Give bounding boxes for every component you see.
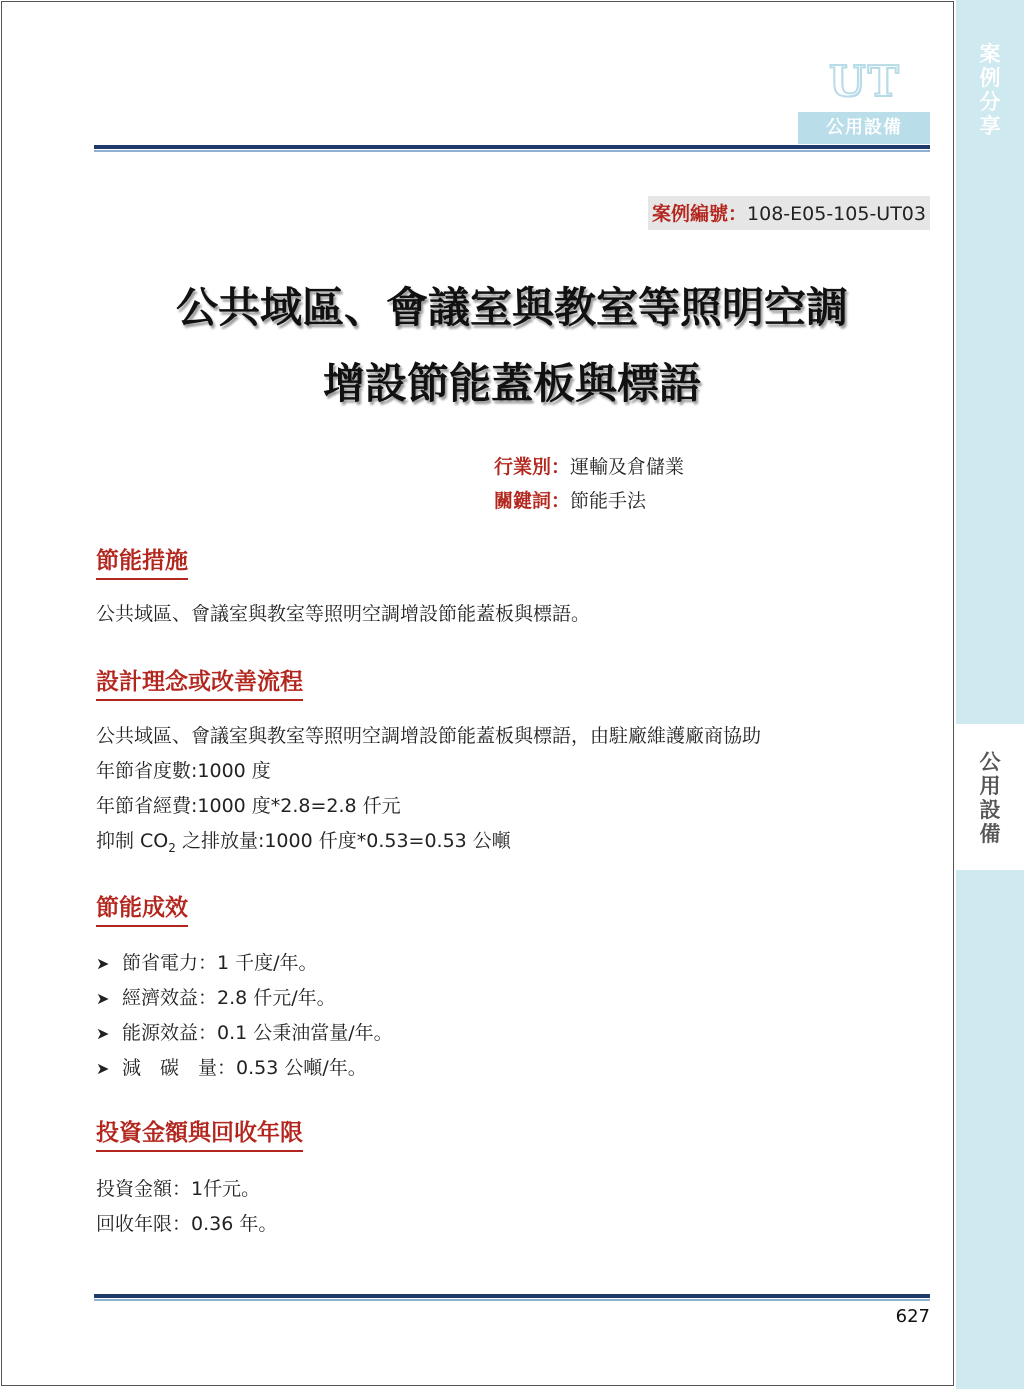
section-heading-measures: 節能措施 <box>96 546 188 580</box>
case-number-label: 案例編號： <box>652 203 748 225</box>
industry-row <box>494 450 684 484</box>
header-rule <box>94 145 930 152</box>
arrow-right-icon: ➤ <box>96 1059 110 1078</box>
arrow-right-icon: ➤ <box>96 1024 110 1043</box>
industry-label: 行業別： <box>494 456 571 478</box>
side-strip <box>956 0 1024 1389</box>
side-tab-char: 案 <box>979 42 1001 66</box>
side-tab-char: 分 <box>979 90 1001 114</box>
meta-block <box>494 450 684 518</box>
co2-subscript: 2 <box>168 840 176 855</box>
page-number: 627 <box>895 1306 930 1327</box>
industry-value: 運輸及倉儲業 <box>570 456 685 478</box>
co2-suffix: 之排放量:1000 仟度*0.53=0.53 公噸 <box>175 830 511 852</box>
case-number <box>648 196 930 230</box>
title-line-1: 公共域區、會議室與教室等照明空調 <box>175 283 848 332</box>
keyword-label: 關鍵詞： <box>494 490 571 512</box>
section-heading-investment: 投資金額與回收年限 <box>96 1118 303 1152</box>
list-item <box>96 981 393 1016</box>
design-line-2: 年節省度數:1000 度 <box>96 760 271 782</box>
footer-rule <box>94 1294 930 1301</box>
list-item <box>96 1016 393 1051</box>
keyword-row <box>494 484 684 518</box>
side-tab-public-equipment <box>956 724 1024 870</box>
result-text: 節省電力：1 千度/年。 <box>122 952 318 974</box>
section-heading-design: 設計理念或改善流程 <box>96 667 303 701</box>
design-line-1: 公共域區、會議室與教室等照明空調增設節能蓋板與標語，由駐廠維護廠商協助 <box>96 725 762 747</box>
section-heading-results: 節能成效 <box>96 893 188 927</box>
results-list <box>96 946 393 1086</box>
investment-line-2: 回收年限：0.36 年。 <box>96 1213 278 1235</box>
arrow-right-icon: ➤ <box>96 989 110 1008</box>
case-number-value: 108-E05-105-UT03 <box>747 203 926 225</box>
measures-text: 公共域區、會議室與教室等照明空調增設節能蓋板與標語。 <box>96 603 591 625</box>
logo-caption: 公用設備 <box>798 112 930 144</box>
co2-prefix: 抑制 CO <box>96 830 169 852</box>
investment-line-1: 投資金額：1仟元。 <box>96 1178 261 1200</box>
list-item <box>96 946 393 981</box>
investment-text <box>96 1172 277 1242</box>
design-line-4 <box>96 824 761 866</box>
page-title <box>94 270 930 422</box>
side-tab-char: 例 <box>979 66 1001 90</box>
result-text: 能源效益：0.1 公秉油當量/年。 <box>122 1022 393 1044</box>
result-text: 減 碳 量：0.53 公噸/年。 <box>122 1057 367 1079</box>
result-text: 經濟效益：2.8 仟元/年。 <box>122 987 336 1009</box>
list-item <box>96 1051 393 1086</box>
design-text <box>96 719 761 866</box>
ut-logo: UT <box>829 57 901 106</box>
design-line-3: 年節省經費:1000 度*2.8=2.8 仟元 <box>96 795 401 817</box>
keyword-value: 節能手法 <box>570 490 647 512</box>
side-tab-char: 用 <box>979 774 1001 798</box>
side-tab-char: 公 <box>979 750 1001 774</box>
side-tab-char: 設 <box>979 798 1001 822</box>
side-tab-case-share <box>956 42 1024 138</box>
side-tab-char: 備 <box>979 822 1001 846</box>
title-line-2: 增設節能蓋板與標語 <box>322 359 701 408</box>
side-tab-char: 享 <box>979 114 1001 138</box>
arrow-right-icon: ➤ <box>96 954 110 973</box>
